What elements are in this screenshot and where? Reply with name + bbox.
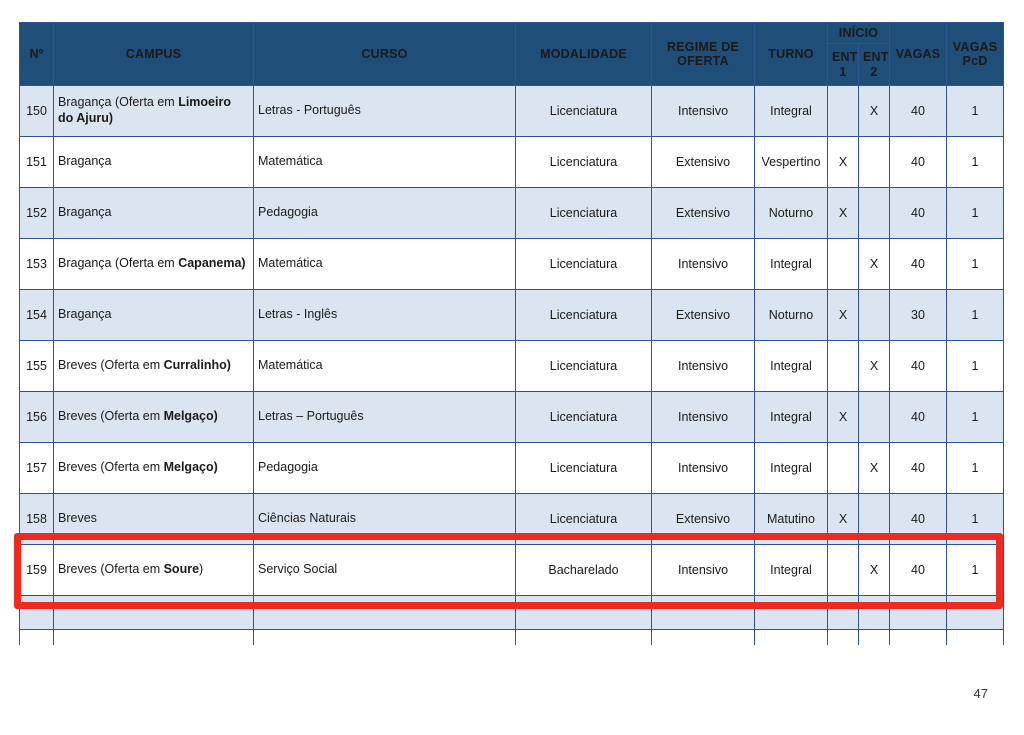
cell-campus: Bragança (Oferta em Capanema) [54, 239, 254, 290]
table-row [20, 494, 1004, 545]
cell-numero: 152 [20, 188, 54, 239]
cell-ent2 [859, 188, 890, 239]
cell-campus [54, 596, 254, 630]
cell-numero: 153 [20, 239, 54, 290]
cell-ent1: X [828, 494, 859, 545]
header-campus: CAMPUS [54, 23, 254, 86]
cell-ent2 [859, 596, 890, 630]
cell-turno: Noturno [755, 188, 828, 239]
cell-curso: Matemática [254, 137, 516, 188]
cell-ent1: X [828, 290, 859, 341]
cell-vagas: 40 [890, 494, 947, 545]
cell-curso: Serviço Social [254, 545, 516, 596]
cell-modalidade: Licenciatura [516, 494, 652, 545]
cell-ent1: X [828, 392, 859, 443]
cell-campus: Bragança [54, 188, 254, 239]
cell-turno: Matutino [755, 494, 828, 545]
table-body [20, 86, 1004, 664]
table-row [20, 596, 1004, 630]
cell-regime: Intensivo [652, 545, 755, 596]
cell-ent1 [828, 596, 859, 630]
cell-modalidade: Licenciatura [516, 86, 652, 137]
page-bottom-mask [0, 645, 1024, 735]
cell-vagas-pcd: 1 [947, 239, 1004, 290]
cell-ent2 [859, 290, 890, 341]
cell-campus: Breves [54, 494, 254, 545]
cell-vagas: 40 [890, 545, 947, 596]
cell-regime: Intensivo [652, 341, 755, 392]
cell-ent1 [828, 341, 859, 392]
cell-vagas-pcd: 1 [947, 494, 1004, 545]
cell-ent2 [859, 137, 890, 188]
cell-campus: Breves (Oferta em Melgaço) [54, 443, 254, 494]
cell-ent2: X [859, 239, 890, 290]
cell-curso: Pedagogia [254, 443, 516, 494]
cell-vagas: 40 [890, 239, 947, 290]
cell-numero: 157 [20, 443, 54, 494]
cell-ent2: X [859, 341, 890, 392]
cell-numero: 159 [20, 545, 54, 596]
cell-curso: Pedagogia [254, 188, 516, 239]
cell-vagas: 40 [890, 392, 947, 443]
header-vagas-pcd: VAGAS PcD [947, 23, 1004, 86]
cell-numero: 151 [20, 137, 54, 188]
cell-vagas: 40 [890, 86, 947, 137]
header-regime-oferta: REGIME DE OFERTA [652, 23, 755, 86]
table-row [20, 392, 1004, 443]
cell-vagas-pcd: 1 [947, 443, 1004, 494]
table-row [20, 290, 1004, 341]
cell-campus: Breves (Oferta em Melgaço) [54, 392, 254, 443]
cell-modalidade: Licenciatura [516, 290, 652, 341]
cell-turno: Integral [755, 86, 828, 137]
cell-vagas-pcd: 1 [947, 341, 1004, 392]
table-row [20, 341, 1004, 392]
cell-modalidade: Bacharelado [516, 545, 652, 596]
cell-regime: Intensivo [652, 239, 755, 290]
header-ent1: ENT 1 [828, 44, 859, 86]
cell-vagas-pcd: 1 [947, 290, 1004, 341]
cell-turno: Integral [755, 443, 828, 494]
cell-ent1: X [828, 188, 859, 239]
cell-turno: Integral [755, 392, 828, 443]
cell-ent1 [828, 239, 859, 290]
cell-modalidade [516, 596, 652, 630]
cell-regime: Intensivo [652, 443, 755, 494]
cell-numero: 158 [20, 494, 54, 545]
cell-ent2: X [859, 86, 890, 137]
cell-campus: Bragança [54, 137, 254, 188]
courses-table-container [19, 22, 1003, 664]
header-curso: CURSO [254, 23, 516, 86]
header-ent2: ENT 2 [859, 44, 890, 86]
cell-vagas-pcd: 1 [947, 188, 1004, 239]
header-turno: TURNO [755, 23, 828, 86]
cell-regime: Extensivo [652, 494, 755, 545]
cell-campus: Bragança [54, 290, 254, 341]
cell-ent1: X [828, 137, 859, 188]
cell-vagas: 40 [890, 443, 947, 494]
courses-table [19, 22, 1004, 664]
cell-numero: 156 [20, 392, 54, 443]
cell-vagas: 40 [890, 341, 947, 392]
cell-turno [755, 596, 828, 630]
cell-campus: Breves (Oferta em Soure) [54, 545, 254, 596]
cell-turno: Noturno [755, 290, 828, 341]
cell-vagas-pcd: 1 [947, 392, 1004, 443]
cell-vagas-pcd: 1 [947, 545, 1004, 596]
cell-curso: Ciências Naturais [254, 494, 516, 545]
cell-turno: Integral [755, 545, 828, 596]
cell-modalidade: Licenciatura [516, 392, 652, 443]
header-vagas: VAGAS [890, 23, 947, 86]
cell-numero: 154 [20, 290, 54, 341]
cell-curso: Matemática [254, 239, 516, 290]
cell-ent2 [859, 494, 890, 545]
cell-numero [20, 596, 54, 630]
cell-regime: Extensivo [652, 188, 755, 239]
cell-curso: Letras - Português [254, 86, 516, 137]
cell-regime [652, 596, 755, 630]
table-row [20, 137, 1004, 188]
cell-campus: Bragança (Oferta em Limoeiro do Ajuru) [54, 86, 254, 137]
cell-vagas: 40 [890, 188, 947, 239]
cell-curso: Letras - Inglês [254, 290, 516, 341]
cell-regime: Extensivo [652, 137, 755, 188]
cell-numero: 155 [20, 341, 54, 392]
cell-ent1 [828, 545, 859, 596]
cell-vagas: 40 [890, 137, 947, 188]
cell-turno: Vespertino [755, 137, 828, 188]
cell-ent2: X [859, 443, 890, 494]
cell-vagas: 30 [890, 290, 947, 341]
page-number: 47 [973, 686, 988, 701]
cell-vagas [890, 596, 947, 630]
cell-ent1 [828, 443, 859, 494]
cell-ent2: X [859, 545, 890, 596]
cell-turno: Integral [755, 239, 828, 290]
header-inicio: INÍCIO [828, 23, 890, 44]
table-row [20, 239, 1004, 290]
cell-modalidade: Licenciatura [516, 188, 652, 239]
cell-ent1 [828, 86, 859, 137]
table-row [20, 188, 1004, 239]
header-numero: Nº [20, 23, 54, 86]
table-row [20, 545, 1004, 596]
cell-curso: Letras – Português [254, 392, 516, 443]
cell-modalidade: Licenciatura [516, 239, 652, 290]
table-row [20, 443, 1004, 494]
cell-curso [254, 596, 516, 630]
cell-vagas-pcd: 1 [947, 137, 1004, 188]
cell-campus: Breves (Oferta em Curralinho) [54, 341, 254, 392]
table-header [20, 23, 1004, 86]
cell-regime: Intensivo [652, 392, 755, 443]
cell-modalidade: Licenciatura [516, 443, 652, 494]
cell-vagas-pcd [947, 596, 1004, 630]
cell-regime: Extensivo [652, 290, 755, 341]
cell-curso: Matemática [254, 341, 516, 392]
cell-modalidade: Licenciatura [516, 137, 652, 188]
cell-vagas-pcd: 1 [947, 86, 1004, 137]
cell-regime: Intensivo [652, 86, 755, 137]
header-modalidade: MODALIDADE [516, 23, 652, 86]
table-row [20, 86, 1004, 137]
cell-turno: Integral [755, 341, 828, 392]
cell-ent2 [859, 392, 890, 443]
cell-numero: 150 [20, 86, 54, 137]
cell-modalidade: Licenciatura [516, 341, 652, 392]
